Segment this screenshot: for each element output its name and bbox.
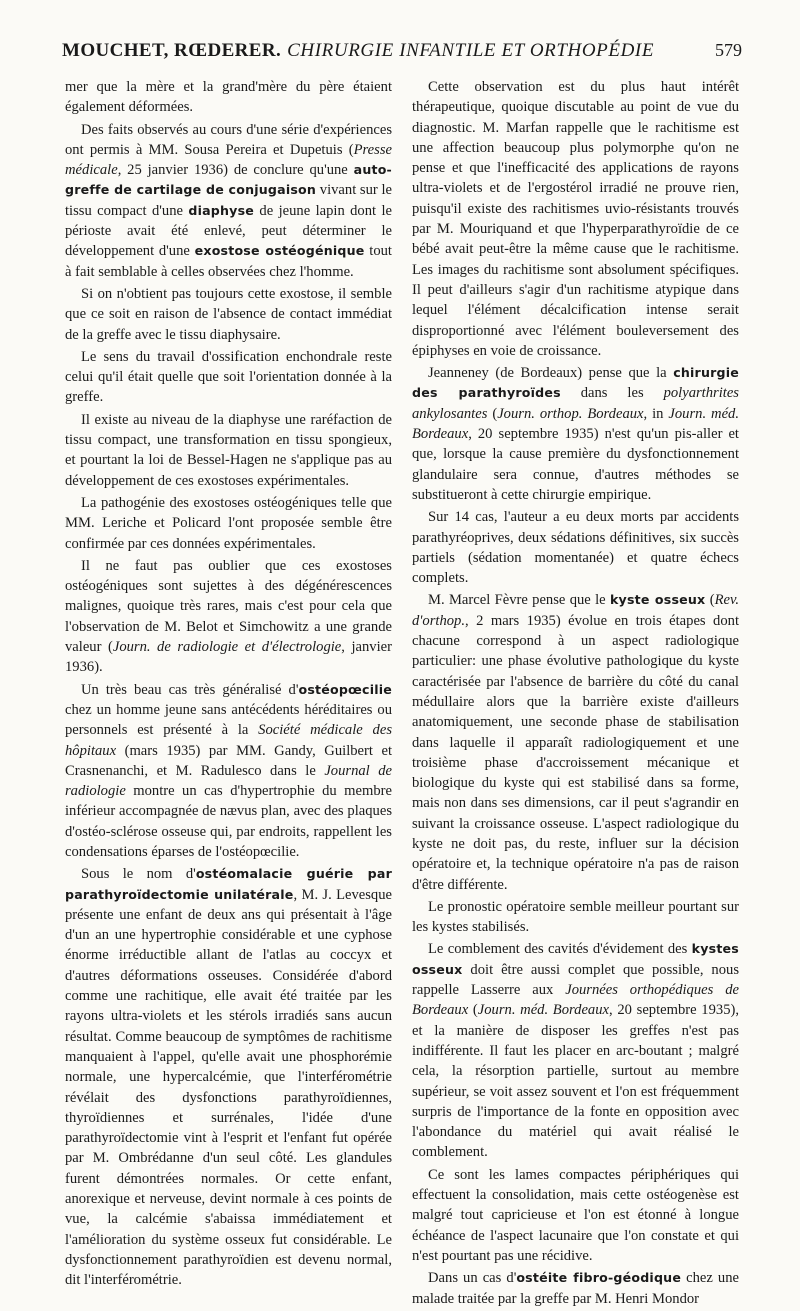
text-run: doit être aussi complet que possible, nous rappelle Lasserre aux [412,961,739,999]
bold-term: diaphyse [188,202,255,218]
text-run: Dans un cas d' [428,1270,517,1287]
text-run: ( [705,592,715,609]
paragraph [65,77,392,118]
header-title: CHIRURGIE INFANTILE ET ORTHOPÉDIE [287,40,655,61]
paragraph [65,680,392,863]
bold-term: ostéomalacie guérie par parathyroïdectomie unilatérale [65,866,392,902]
text-run: , 20 septembre 1935) n'est qu'un pis-aller et que, lorsque la cause première du dysfonctionnement glandulaire sera connue, d'autres méthodes se substitueront à cette chirurgie empirique. [412,426,739,503]
paragraph [412,897,739,938]
text-run: La pathogénie des exostoses ostéogéniques telle que MM. Leriche et Policard l'ont proposée semble être confirmée par ces données expérimentales. [65,494,392,552]
left-column [65,77,392,1293]
paragraph [412,1165,739,1266]
bold-term: kystes osseux [412,941,739,977]
text-run: chez un homme jeune sans antécédents héréditaires ou personnels est présenté à la [65,701,392,739]
text-run: montre un cas d'hypertrophie du membre inférieur accompagnée de nævus plan, avec des plaques d'ostéo-sclérose osseuse qui, par endroits, rappellent les condensations éparses de l'ostéopœcilie. [65,783,392,860]
right-column [412,77,739,1311]
text-run: Ce sont les lames compactes périphériques qui effectuent la consolidation, mais cette ostéogenèse est malgré tout capricieuse et l'on est étonné à longue échéance de l'aspect lacunaire que l'on constate et qui n'est pourtant pas une récidive. [412,1166,739,1264]
text-run: ( [468,1002,478,1019]
paragraph [65,556,392,678]
text-run: Cette observation est du plus haut intérêt thérapeutique, quoique discutable au point de vue du diagnostic. M. Marfan rappelle que le rachitisme est une affection beaucoup plus polymorphe qu'on ne pense et que l'inefficacité des applications de rayons ultra-violets et de l'ergostérol irradié ne prouve rien, puisqu'il existe des rachitismes uvio-résistants trouvés par M. Mouriquand et que l'hyperparathyroïdie de ce bébé avait peut-être la même cause que le rachitisme. Les images du rachitisme sont absolument spécifiques. Il peut d'ailleurs s'agir d'un rachitisme atypique dans lequel l'élément décalcification intense serait disproportionné avec l'élément bouleversement des épiphyses en voie de croissance. [412,79,739,359]
italic-citation: Journ. méd. Bordeaux [477,1002,610,1019]
bold-term: exostose ostéogénique [194,243,365,259]
text-run: Un très beau cas très généralisé d' [81,681,299,698]
text-run: , M. J. Levesque présente une enfant de deux ans qui présentait à l'âge d'un an une hypertrophie considérable et une cyphose énorme irréductible allant de l'atlas au coccyx et d'autres déformations osseuses. Considérée d'abord comme une rachitique, elle avait été traitée par les rayons ultra-violets et les stérols irradiés sans aucun résultat. Comme beaucoup de symptômes de rachitisme manquaient à l'appel, qu'elle avait une phosphorémie normale, une hypercalcémie, que l'interférométrie révélait des dysfonctions parathyroïdiennes, thyroïdiennes et surrénales, l'idée d'une parathyroïdectomie vint à l'esprit et l'enfant fut opérée par M. Ombrédanne d'un seul côté. Les glandules furent démontrées normales. Or cette enfant, anorexique et nerveuse, devint normale à ces points de vue, la calcémie s'abaissa immédiatement et l'amélioration du système osseux fut considérable. Le dysfonctionnement parathyroïdien est devenu normal, dit l'interférométrie. [65,886,392,1289]
text-run: tout à fait semblable à celles observées chez l'homme. [65,243,392,280]
paragraph [412,77,739,361]
text-run: Des faits observés au cours d'une série d'expériences ont permis à MM. Sousa Pereira et Dupetuis ( [65,121,392,158]
italic-citation: Journées orthopédiques de Bordeaux [412,982,739,1019]
paragraph [412,363,739,505]
italic-citation: polyarthrites ankylosantes [412,385,739,422]
text-run: Sous le nom d' [81,866,196,883]
paragraph [65,493,392,554]
text-run: , in [643,405,669,422]
paragraph [65,284,392,345]
italic-citation: Presse médicale [65,141,392,179]
text-run: de jeune lapin dont le périoste avait été enlevé, peut déterminer le développement d'une [65,202,392,260]
bold-term: ostéite fibro-géodique [516,1270,682,1286]
text-run: (mars 1935) par MM. Gandy, Guilbert et Crasnenanchi, et M. Radulesco dans le [65,742,392,779]
paragraph [412,939,739,1162]
italic-citation: Journ. méd. Bordeaux [412,405,739,443]
paragraph [65,120,392,282]
paragraph [412,507,739,588]
bold-term: auto-greffe de cartilage de conjugaison [65,162,392,198]
text-run: ( [487,405,498,422]
text-run: Le sens du travail d'ossification enchondrale reste celui qu'il était quelle que soit l'orientation donnée à la greffe. [65,348,392,406]
text-run: Le pronostic opératoire semble meilleur pourtant sur les kystes stabilisés. [412,898,739,936]
italic-citation: Journ. de radiologie et d'électrologie [112,639,342,656]
text-run: vivant sur le tissu compact d'une [65,182,392,219]
bold-term: kyste osseux [609,592,706,608]
text-run: mer que la mère et la grand'mère du père étaient également déformées. [65,79,392,116]
text-run: Jeanneney (de Bordeaux) pense que la [428,365,674,382]
text-run: , janvier 1936). [65,639,392,676]
italic-citation: Journal de radiologie [65,762,392,800]
italic-citation: Journ. orthop. Bordeaux [497,405,644,422]
text-run: M. Marcel Fèvre pense que le [428,592,610,609]
paragraph [412,590,739,894]
text-run: , 2 mars 1935) évolue en trois étapes dont chacune correspond à un aspect radiologique particulier: une phase évolutive pathologique du kyste caractérisée par l'absence de barrière du côté du canal médullaire alors que la barrière existe d'ailleurs anatomiquement, une seconde phase de stabilisation dans laquelle il apparaît radiologiquement et une troisième phase d'accroissement mécanique et biologique du kyste qui est stabilisé dans sa forme, mais non dans ses dimensions, car il peut s'agrandir en suivant la croissance osseuse. L'aspect radiologique du kyste ne doit pas, du reste, influer sur la décision opératoire et, la technique opératoire n'a pas de raison d'être différente. [412,612,739,893]
paragraph [65,410,392,491]
text-run: Si on n'obtient pas toujours cette exostose, il semble que ce soit en raison de l'absence de contact immédiat de la greffe avec le tissu diaphysaire. [65,285,392,343]
bold-term: ostéopœcilie [298,681,392,697]
text-run: Sur 14 cas, l'auteur a eu deux morts par accidents parathyréoprives, deux sédations définitives, six succès partiels (sédation momentanée) et quatre échecs complets. [412,509,739,587]
text-run: Il ne faut pas oublier que ces exostoses ostéogéniques sont sujettes à des dégénérescences malignes, quoique très rares, mais c'est pour cela que l'observation de M. Belot et Simchowitz a une grande valeur ( [65,557,392,656]
text-run: , 20 septembre 1935), et la manière de disposer les greffes n'est pas indifférente. Il faut les placer en arc-boutant ; malgré cela, la résorption partielle, surtout au membre supérieur, se voit assez souvent et l'on est fréquemment surpris de l'importance de la fonte en opposition avec l'abondance du matériel qui avait réalisé le comblement. [412,1002,740,1161]
italic-citation: Rev. d'orthop. [412,592,740,629]
paragraph [65,347,392,408]
text-run: chez une malade traitée par la greffe par M. Henri Mondor [412,1270,739,1307]
text-run: Il existe au niveau de la diaphyse une raréfaction de tissu compact, une transformation en tissu spongieux, et pourtant la loi de Bessel-Hagen ne s'applique pas au développement de ces exostoses expérimentales. [65,411,392,489]
text-run: Le comblement des cavités d'évidement des [428,941,692,958]
running-head [62,40,742,70]
text-run: dans les [560,385,664,402]
italic-citation: Société médicale des hôpitaux [65,722,392,759]
paragraph [65,864,392,1290]
text-run: , 25 janvier 1936) de conclure qu'une [117,162,354,179]
bold-term: chirurgie des parathyroïdes [412,365,739,401]
page-number: 579 [715,40,742,60]
paragraph [412,1268,739,1309]
header-authors: MOUCHET, RŒDERER. [62,40,282,61]
